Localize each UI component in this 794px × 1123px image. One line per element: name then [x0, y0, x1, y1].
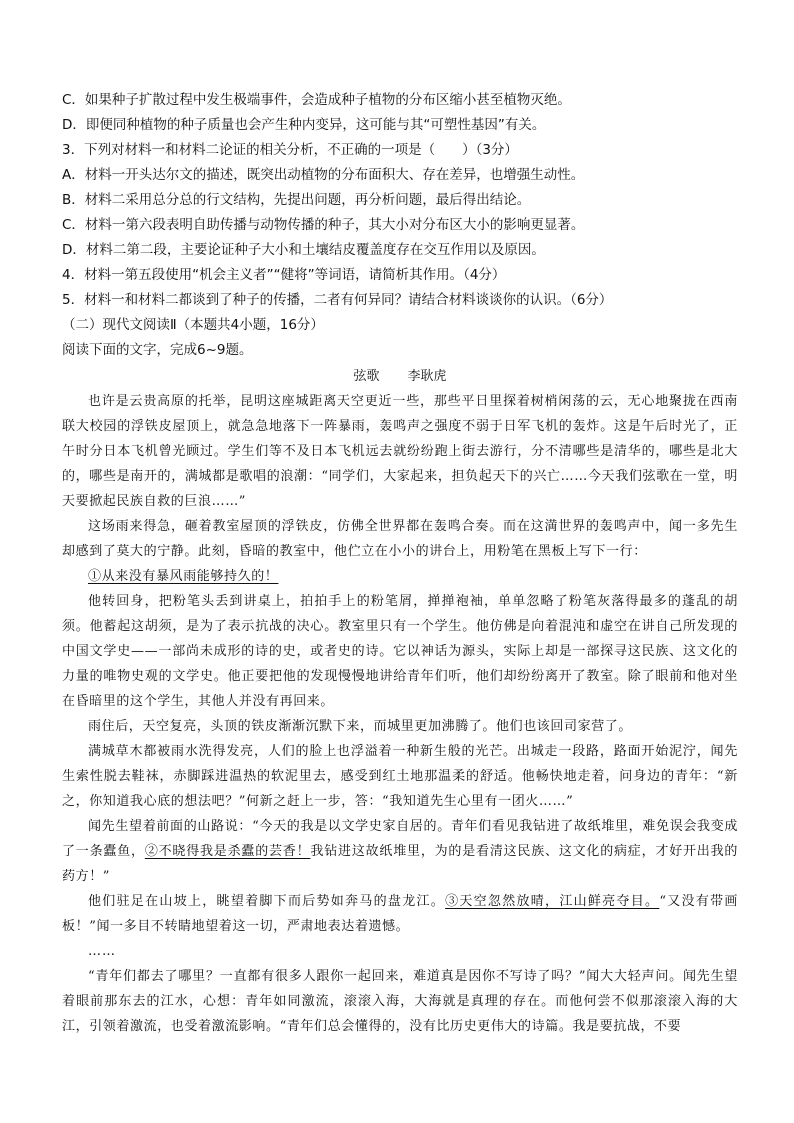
option-d: D．即便同种植物的种子质量也会产生种内变异，这可能与其“可塑性基因”有关。 — [62, 117, 546, 133]
underlined-sentence-1 — [62, 564, 738, 589]
paragraph: 满城草木都被雨水洗得发亮，人们的脸上也浮溢着一种新生般的光芒。出城走一段路，路面开始泥泞，闻先生索性脱去鞋袜，赤脚踩进温热的软泥里去，感受到红土地那温柔的舒适。他畅快地走着，问身边的青年：“新之，你知道我心底的想法吧？”何新之赶上一步，答：“我知道先生心里有一团火……” — [62, 744, 738, 809]
question-3: 3．下列对材料一和材料二论证的相关分析，不正确的一项是（ ）（3分） — [62, 142, 518, 158]
text: “又没有带画板！”闻一多目不转睛地望着这一切，严肃地表达着遗憾。 — [62, 894, 738, 934]
section-heading: （二）现代文阅读Ⅱ（本题共4小题，16分） — [62, 317, 324, 333]
article-title-block — [62, 364, 738, 389]
question-3-option-c: C．材料一第六段表明自助传播与动物传播的种子，其大小对分布区大小的影响更显著。 — [62, 217, 585, 233]
text: 闻先生望着前面的山路说：“今天的我是以文学史家自居的。青年们看见我钻进了故纸堆里，难免误会我变成了一条蠹鱼， — [62, 819, 738, 859]
paragraph — [62, 889, 738, 939]
underlined-text: ①从来没有暴风雨能够持久的！ — [88, 569, 279, 584]
article-body — [62, 389, 738, 1039]
text: 他们驻足在山坡上，眺望着脚下而后势如奔马的盘龙江。 — [88, 894, 446, 909]
paragraph: 这场雨来得急，砸着教室屋顶的浮铁皮，仿佛全世界都在轰鸣合奏。而在这満世界的轰鸣声中，闻一多先生却感到了莫大的宁静。此刻，昏暗的教室中，他伫立在小小的讲台上，用粉笔在黑板上写下一行： — [62, 519, 738, 559]
article-author: 李耿虎 — [407, 369, 447, 384]
text: 我钻进这故纸堆里，为的是看清这民族、这文化的病症，才好开出我的药方！” — [62, 844, 739, 884]
paragraph: “青年们都去了哪里？一直都有很多人跟你一起回来，难道真是因你不写诗了吗？”闻大大轻声问。闻先生望着眼前那东去的江水，心想：青年如同激流，滚滚入海，大海就是真理的存在。而他何尝不似那滚滚入海的大江，引领着激流，也受着激流影响。“青年们总会懂得的，没有比历史更伟大的诗篇。我是要抗战，不要 — [62, 969, 738, 1034]
paragraph: 他转回身，把粉笔头丢到讲桌上，拍拍手上的粉笔屑，掸掸袍袖，单单忽略了粉笔灰落得最多的蓬乱的胡须。他蓄起这胡须，是为了表示抗战的决心。教室里只有一个学生。他仿佛是向着混沌和虚空在讲自己所发现的中国文学史——一部尚未成形的诗的史，或者史的诗。它以神话为源头，实际上却是一部探寻这民族、这文化的力量的唯物史观的文学史。他正要把他的发现慢慢地讲给青年们听，他们却纷纷离开了教室。除了眼前和他对坐在昏暗里的这个学生，其他人并没有再回来。 — [62, 594, 738, 709]
document-page — [62, 88, 738, 1039]
question-5: 5．材料一和材料二都谈到了种子的传播，二者有何异同？请结合材料谈谈你的认识。（6分） — [62, 292, 613, 308]
option-c: C．如果种子扩散过程中发生极端事件，会造成种子植物的分布区缩小甚至植物灭绝。 — [62, 92, 571, 108]
question-3-option-b: B．材料二采用总分总的行文结构，先提出问题，再分析问题，最后得出结论。 — [62, 192, 531, 208]
paragraph: 也许是云贵高原的托举，昆明这座城距离天空更近一些，那些平日里探着树梢闲荡的云，无心地聚拢在西南联大校园的浮铁皮屋顶上，就急急地落下一阵暴雨，轰鸣声之强度不弱于日军飞机的轰炸。这是午后时光了，正午时分日本飞机曾光顾过。学生们等不及日本飞机远去就纷纷跑上街去游行，分不清哪些是清华的，哪些是北大的，哪些是南开的，满城都是歌唱的浪潮：“同学们，大家起来，担负起天下的兴亡……今天我们弦歌在一堂，明天要掀起民族自救的巨浪……” — [62, 394, 738, 509]
question-3-option-a: A．材料一开头达尔文的描述，既突出动植物的分布面积大、存在差异，也增强生动性。 — [62, 167, 585, 183]
question-4: 4．材料一第五段使用“机会主义者”“健将”等词语，请简析其作用。（4分） — [62, 267, 506, 283]
underlined-sentence-3: ③天空忽然放晴，江山鲜亮夺目。 — [445, 894, 660, 909]
underlined-sentence-2: ②不晓得我是杀蠹的芸香！ — [144, 844, 311, 859]
paragraph: 雨住后，天空复亮，头顶的铁皮渐渐沉默下来，而城里更加沸腾了。他们也该回司家营了。 — [88, 719, 633, 734]
ellipsis: …… — [88, 944, 116, 959]
question-3-option-d: D．材料二第二段，主要论证种子大小和土壤结皮覆盖度存在交互作用以及原因。 — [62, 242, 545, 258]
article-title: 弦歌 — [353, 369, 380, 384]
paragraph — [62, 814, 738, 889]
section-instruction: 阅读下面的文字，完成6~9题。 — [62, 342, 253, 358]
